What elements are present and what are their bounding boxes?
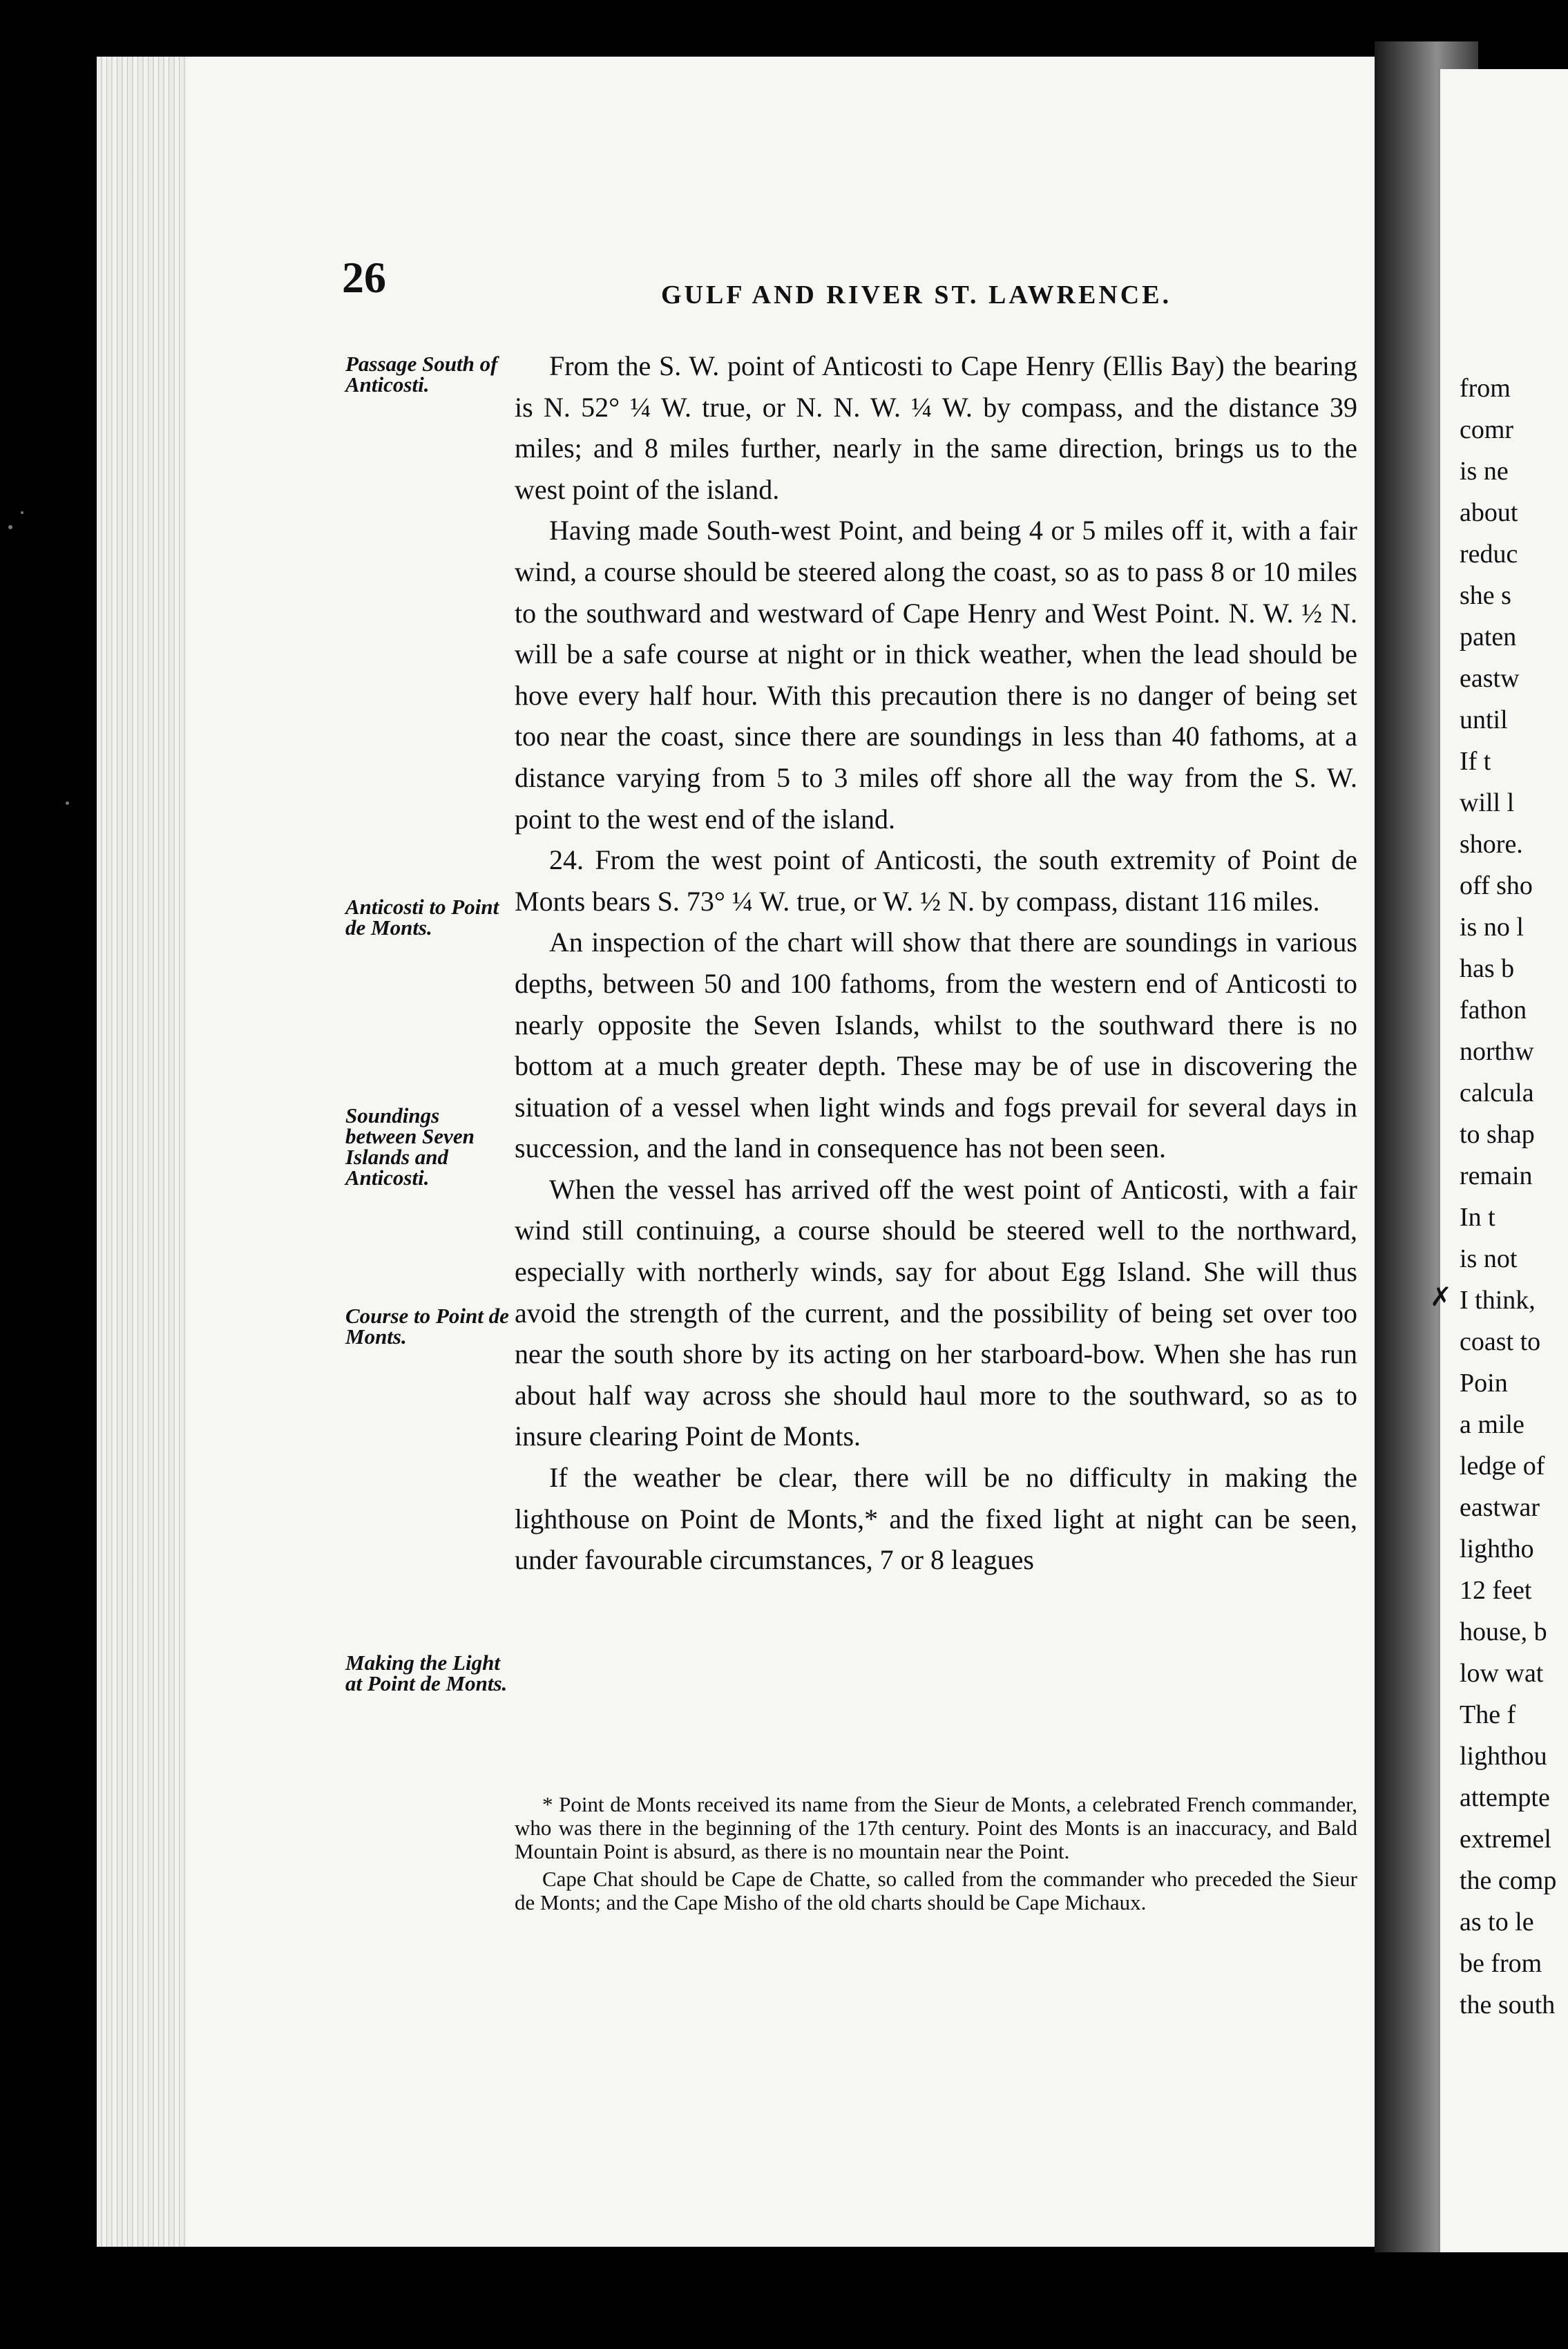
- facing-page-line: remain: [1460, 1161, 1533, 1190]
- facing-page-line: calcula: [1460, 1078, 1534, 1107]
- facing-page-line: I think,: [1460, 1286, 1536, 1315]
- facing-page-line: will l: [1460, 788, 1515, 817]
- facing-page-line: as to le: [1460, 1908, 1534, 1937]
- facing-page-line: is no l: [1460, 913, 1524, 942]
- facing-page-line: paten: [1460, 622, 1517, 652]
- facing-page-line: comr: [1460, 415, 1514, 444]
- facing-page-line: is ne: [1460, 457, 1509, 486]
- facing-page-line: lightho: [1460, 1534, 1534, 1563]
- paragraph: If the weather be clear, there will be no difficulty in making the lighthouse on Point de Monts,* and the fixed light at night can be seen, under favourable circumstances, 7 or 8 leagues: [515, 1462, 1357, 1576]
- facing-page-line: shore.: [1460, 830, 1523, 859]
- facing-page-line: eastwar: [1460, 1493, 1540, 1522]
- sidenote-course: Course to Point de Monts.: [345, 1304, 509, 1349]
- footnotes: [515, 1793, 1357, 1919]
- facing-page-line: low wat: [1460, 1659, 1544, 1688]
- paragraph: Having made South-west Point, and being 4 or 5 miles off it, with a fair wind, a course should be steered along the coast, so as to pass 8 or 10 miles to the southward and westward of Cape Henry and West Point. N. W. ½ N. will be a safe course at night or in thick weather, when the lead should be hove every half hour. With this precaution there is no danger of being set too near the coast, since there are soundings in less than 40 fathoms, at a distance varying from 5 to 3 miles off shore all the way from the S. W. point to the west end of the island.: [515, 515, 1357, 835]
- facing-page-line: has b: [1460, 954, 1515, 983]
- facing-page-line: about: [1460, 498, 1518, 527]
- paragraph: 24. From the west point of Anticosti, the south extremity of Point de Monts bears S. 73° ¼ W. true, or W. ½ N. by compass, distant 116 miles.: [515, 844, 1357, 917]
- facing-page-line: be from: [1460, 1949, 1542, 1978]
- footnote: * Point de Monts received its name from the Sieur de Monts, a celebrated French commander, who was there in the beginning of the 17th century. Point des Monts is an inaccuracy, and Bald Mountain Point is absurd, as there is no mountain near the Point.: [515, 1792, 1357, 1863]
- facing-page-line: In t: [1460, 1203, 1495, 1232]
- facing-page-line: If t: [1460, 747, 1491, 776]
- facing-page-line: the south: [1460, 1990, 1556, 2019]
- sidenote-soundings: Soundings between Seven Islands and Anticosti.: [345, 1103, 475, 1190]
- scan-speck: [21, 511, 23, 514]
- paragraph: From the S. W. point of Anticosti to Cape Henry (Ellis Bay) the bearing is N. 52° ¼ W. true, or N. N. W. ¼ W. by compass, and the distance 39 miles; and 8 miles further, nearly in the same direction, brings us to the west point of the island.: [515, 350, 1357, 505]
- facing-page-line: house, b: [1460, 1617, 1547, 1646]
- sidenote-anticosti-to-point: Anticosti to Point de Monts.: [345, 895, 499, 940]
- facing-page-line: a mile: [1460, 1410, 1524, 1439]
- facing-page-line: ledge of: [1460, 1452, 1545, 1481]
- sidenote-making-light: Making the Light at Point de Monts.: [345, 1651, 508, 1695]
- facing-page-line: reduc: [1460, 540, 1518, 569]
- facing-page: [1440, 69, 1568, 2252]
- facing-page-line: the comp: [1460, 1866, 1557, 1895]
- facing-page-line: attempte: [1460, 1783, 1550, 1812]
- scan-speck: [8, 525, 12, 529]
- facing-page-line: from: [1460, 374, 1511, 403]
- scan-speck: [66, 801, 69, 805]
- paragraph: When the vessel has arrived off the west point of Anticosti, with a fair wind still continuing, a course should be steered well to the northward, especially with northerly winds, say for about Egg Island. She will thus avoid the strength of the current, and the possibility of being set over too near the south shore by its acting on her starboard-bow. When she has run about half way across she should haul more to the southward, so as to insure clearing Point de Monts.: [515, 1173, 1357, 1452]
- body-text: [515, 345, 1357, 1581]
- facing-page-line: to shap: [1460, 1120, 1535, 1149]
- facing-page-line: fathon: [1460, 996, 1527, 1025]
- facing-page-line: coast to: [1460, 1327, 1541, 1356]
- facing-page-line: she s: [1460, 581, 1511, 610]
- facing-page-line: is not: [1460, 1244, 1518, 1273]
- facing-page-line: The f: [1460, 1700, 1516, 1729]
- facing-page-line: lighthou: [1460, 1742, 1547, 1771]
- facing-page-line: eastw: [1460, 664, 1520, 693]
- page-edges: [97, 57, 187, 2247]
- facing-page-line: 12 feet: [1460, 1576, 1532, 1605]
- facing-page-line: off sho: [1460, 871, 1533, 900]
- page-header: [342, 252, 1371, 310]
- margin-mark: ✗: [1430, 1283, 1452, 1312]
- facing-page-line: extremel: [1460, 1825, 1551, 1854]
- sidenote-passage-south: Passage South of Anticosti.: [345, 352, 498, 397]
- facing-page-line: until: [1460, 705, 1508, 734]
- running-head: GULF AND RIVER ST. LAWRENCE.: [661, 280, 1172, 310]
- footnote: Cape Chat should be Cape de Chatte, so called from the commander who preceded the Sieur de Monts; and the Cape Misho of the old charts should be Cape Michaux.: [515, 1867, 1357, 1914]
- paragraph: An inspection of the chart will show that there are soundings in various depths, between 50 and 100 fathoms, from the western end of Anticosti to nearly opposite the Seven Islands, whilst to the southward there is no bottom at a much greater depth. These may be of use in discovering the situation of a vessel when light winds and fogs prevail for several days in succession, and the land in consequence has not been seen.: [515, 926, 1357, 1164]
- page-number: 26: [342, 253, 386, 302]
- facing-page-line: northw: [1460, 1037, 1534, 1066]
- facing-page-line: Poin: [1460, 1369, 1508, 1398]
